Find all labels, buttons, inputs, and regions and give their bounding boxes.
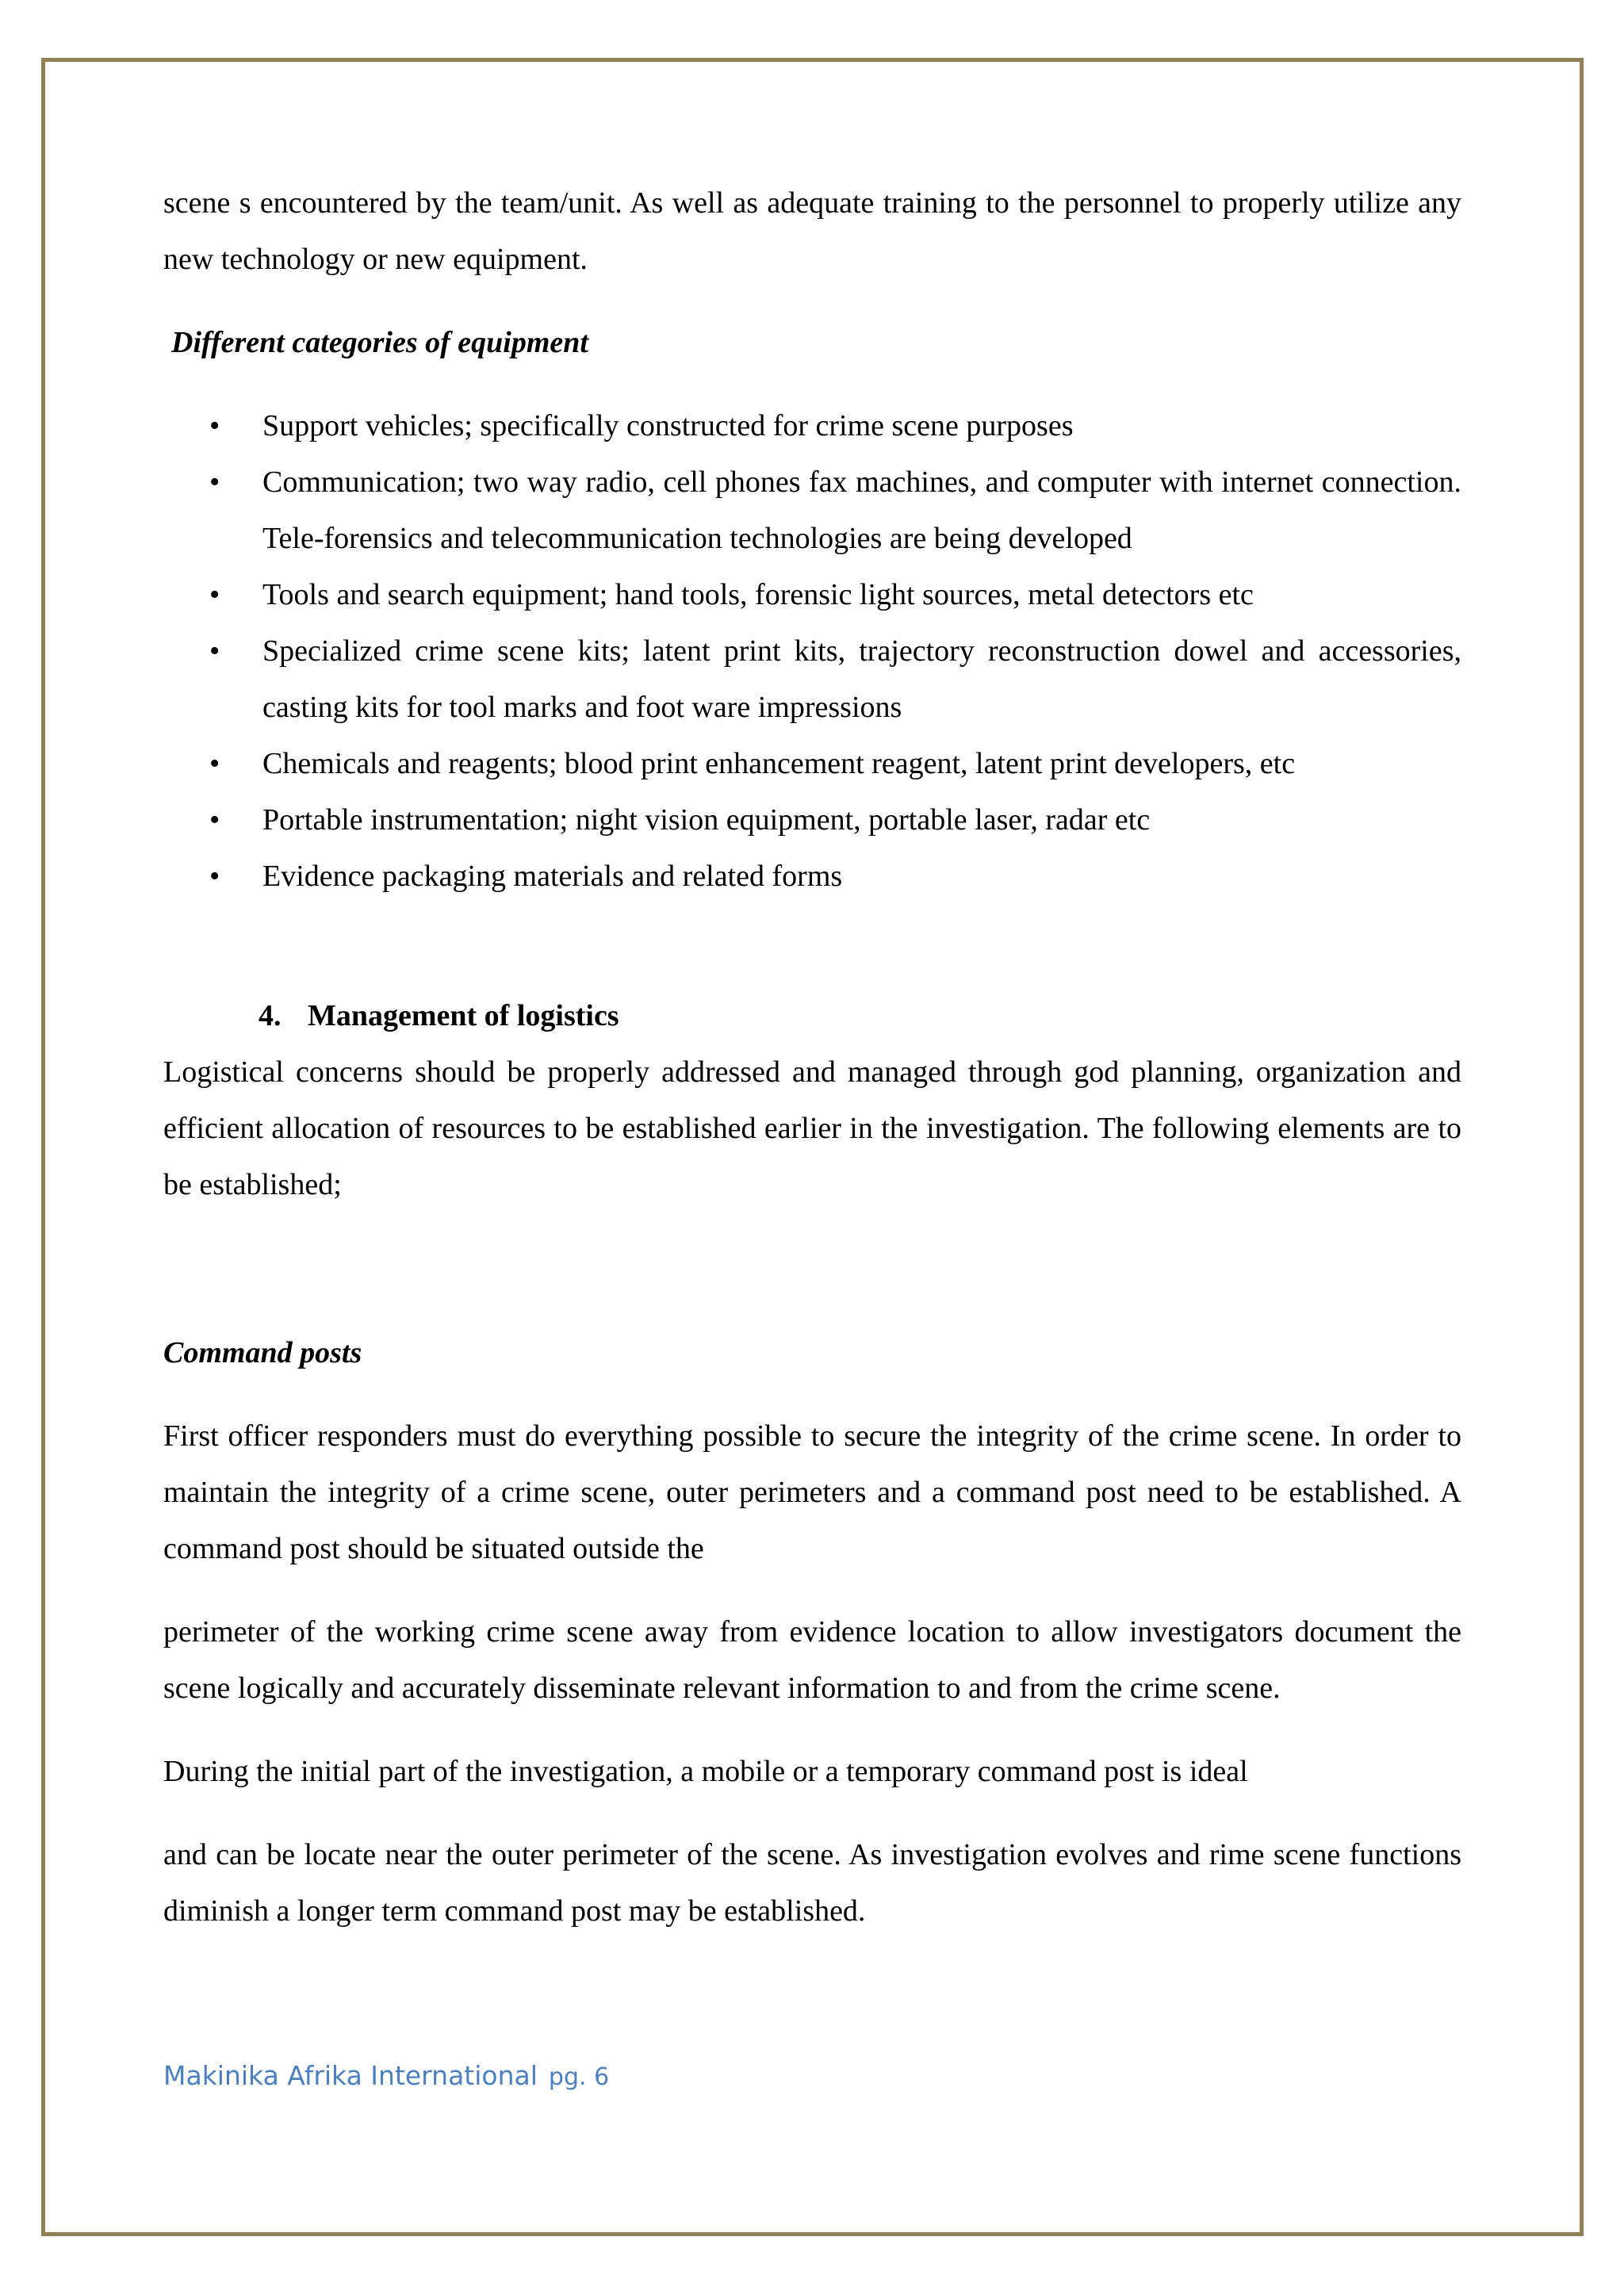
list-item-text: Support vehicles; specifically constructed for crime scene purposes [262, 409, 1074, 442]
list-item-text: Communication; two way radio, cell phones fax machines, and computer with internet connection. Tele-forensics and telecommunication technologies are being developed [262, 465, 1461, 555]
section-title: Management of logistics [308, 999, 619, 1032]
list-item [163, 792, 1461, 848]
list-item [163, 848, 1461, 905]
bullet-icon: • [209, 747, 220, 780]
command-posts-paragraph: and can be locate near the outer perimeter of the scene. As investigation evolves and rime scene functions diminish a longer term command post may be established. [163, 1838, 1461, 1928]
bullet-icon: • [209, 803, 220, 837]
intro-paragraph: scene s encountered by the team/unit. As well as adequate training to the personnel to properly utilize any new technology or new equipment. [163, 186, 1461, 276]
equipment-list [163, 398, 1461, 905]
list-item [163, 567, 1461, 623]
list-item [163, 623, 1461, 736]
list-item [163, 454, 1461, 567]
command-posts-paragraph: perimeter of the working crime scene away from evidence location to allow investigators document the scene logically and accurately disseminate relevant information to and from the crime scene. [163, 1615, 1461, 1705]
logistics-paragraph: Logistical concerns should be properly addressed and managed through god planning, organization and efficient allocation of resources to be established earlier in the investigation. The following elements are to be established; [163, 1055, 1461, 1201]
command-posts-paragraph: During the initial part of the investigation, a mobile or a temporary command post is ideal [163, 1755, 1248, 1788]
command-posts-heading: Command posts [163, 1336, 362, 1369]
command-posts-paragraph: First officer responders must do everything possible to secure the integrity of the crime scene. In order to maintain the integrity of a crime scene, outer perimeters and a command post need to be established. A command post should be situated outside the [163, 1419, 1461, 1565]
list-item [163, 736, 1461, 792]
list-item-text: Chemicals and reagents; blood print enhancement reagent, latent print developers, etc [262, 747, 1296, 780]
equipment-heading: Different categories of equipment [171, 326, 588, 359]
bullet-icon: • [209, 578, 220, 611]
bullet-icon: • [209, 860, 220, 893]
list-item-text: Tools and search equipment; hand tools, forensic light sources, metal detectors etc [262, 578, 1254, 611]
list-item-text: Evidence packaging materials and related forms [262, 860, 843, 893]
list-item-text: Specialized crime scene kits; latent print kits, trajectory reconstruction dowel and accessories, casting kits for tool marks and foot ware impressions [262, 634, 1461, 724]
bullet-icon: • [209, 409, 220, 442]
footer-organization: Makinika Afrika International [163, 2060, 538, 2091]
list-item [163, 398, 1461, 454]
bullet-icon: • [209, 465, 220, 499]
page-number: pg. 6 [548, 2063, 610, 2091]
bullet-icon: • [209, 634, 220, 668]
page-footer [163, 2060, 609, 2091]
logistics-heading [259, 988, 1461, 1044]
document-body [163, 175, 1461, 1940]
section-number: 4. [259, 999, 282, 1032]
list-item-text: Portable instrumentation; night vision equipment, portable laser, radar etc [262, 803, 1151, 837]
